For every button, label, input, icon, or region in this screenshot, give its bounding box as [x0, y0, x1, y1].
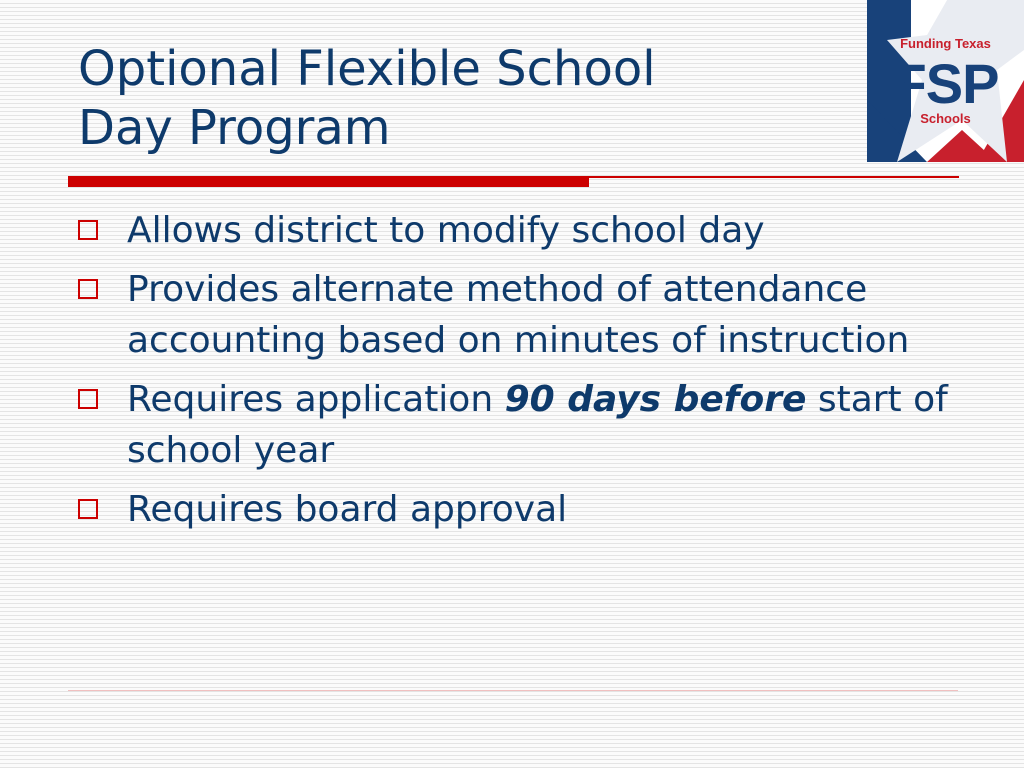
- bullet-item: [78, 264, 958, 366]
- bullet-item: [78, 205, 958, 256]
- bullet-text: Requires board approval: [127, 489, 568, 530]
- checkbox-bullet-icon: [78, 220, 98, 240]
- logo-main-text: FSP: [892, 52, 999, 115]
- bullet-list: [78, 205, 958, 543]
- bullet-item: [78, 374, 958, 476]
- slide-title: [78, 40, 838, 158]
- bullet-emphasis: 90 days before: [504, 379, 807, 420]
- logo-bottom-text: Schools: [920, 111, 971, 126]
- bullet-text-after: start of school year: [127, 379, 948, 471]
- bullet-text: Allows district to modify school day: [127, 210, 765, 251]
- checkbox-bullet-icon: [78, 499, 98, 519]
- title-divider-thick: [68, 176, 589, 187]
- footer-divider: [68, 690, 958, 691]
- bullet-text: Provides alternate method of attendance accounting based on minutes of instruction: [127, 269, 910, 361]
- bullet-item: [78, 484, 958, 535]
- title-divider-thin: [589, 176, 959, 178]
- fsp-logo: [867, 0, 1024, 162]
- checkbox-bullet-icon: [78, 389, 98, 409]
- slide-title-line-2: Day Program: [78, 100, 391, 156]
- logo-top-text: Funding Texas: [900, 36, 991, 51]
- bullet-text: [127, 374, 958, 476]
- checkbox-bullet-icon: [78, 279, 98, 299]
- bullet-text-before: Requires application: [127, 379, 505, 420]
- slide-title-line-1: Optional Flexible School: [78, 41, 656, 97]
